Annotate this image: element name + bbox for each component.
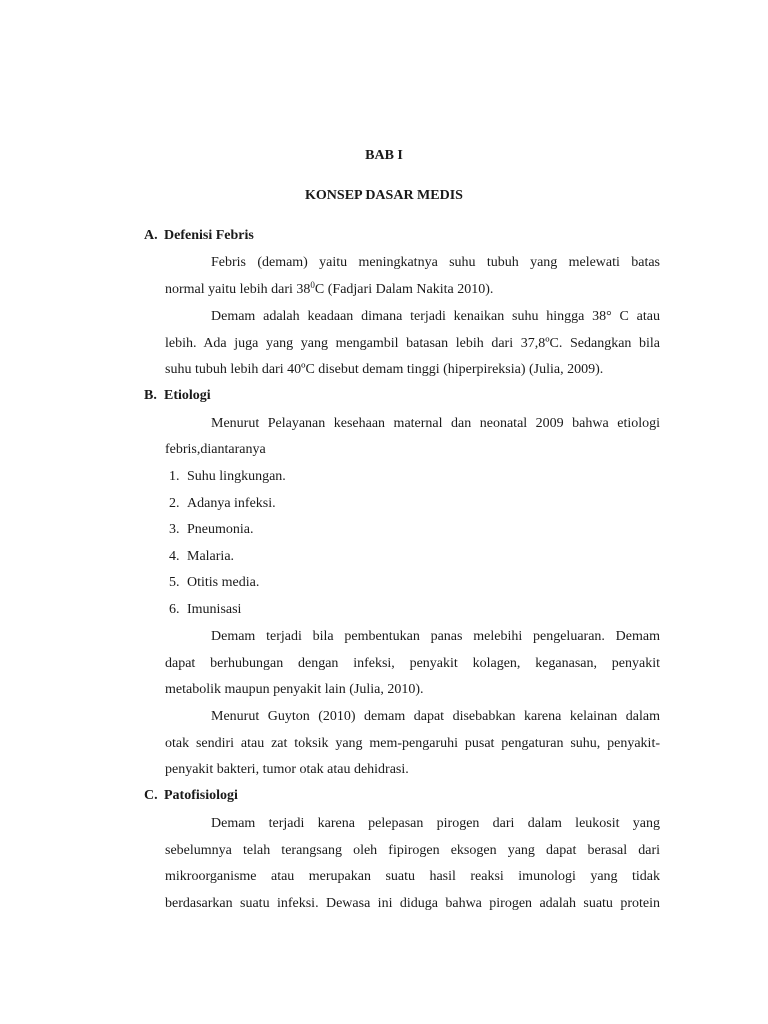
list-item [169, 468, 286, 486]
section-b-title: Etiologi [164, 388, 211, 403]
paragraph-line: berdasarkan suatu infeksi. Dewasa ini diduga bahwa pirogen adalah suatu protein [165, 896, 660, 911]
list-text: Malaria. [187, 549, 235, 564]
list-item [169, 574, 259, 592]
paragraph-line: suhu tubuh lebih dari 40ºC disebut demam tinggi (hiperpireksia) (Julia, 2009). [165, 362, 604, 377]
list-item [169, 548, 234, 566]
paragraph-line: sebelumnya telah terangsang oleh fipirogen eksogen yang dapat berasal dari [165, 843, 660, 858]
paragraph-line: lebih. Ada juga yang yang mengambil batasan lebih dari 37,8ºC. Sedangkan bila [165, 336, 660, 351]
paragraph-line: metabolik maupun penyakit lain (Julia, 2010). [165, 682, 424, 697]
section-b-letter: B. [144, 388, 157, 403]
list-text: Imunisasi [187, 602, 242, 617]
superscript: 0 [310, 280, 315, 290]
list-text: Pneumonia. [187, 522, 254, 537]
paragraph-line: penyakit bakteri, tumor otak atau dehidrasi. [165, 762, 409, 777]
list-number: 6. [169, 602, 180, 617]
list-number: 1. [169, 469, 180, 484]
paragraph-line: Menurut Guyton (2010) demam dapat disebabkan karena kelainan dalam [211, 709, 660, 724]
section-b-heading [144, 388, 211, 404]
chapter-label: BAB I [365, 148, 403, 163]
list-number: 5. [169, 575, 180, 590]
section-c-heading [144, 788, 238, 804]
list-text: Suhu lingkungan. [187, 469, 286, 484]
paragraph-line: Demam terjadi karena pelepasan pirogen dari dalam leukosit yang [211, 816, 660, 831]
list-number: 3. [169, 522, 180, 537]
paragraph-line: mikroorganisme atau merupakan suatu hasil reaksi imunologi yang tidak [165, 869, 660, 884]
paragraph-line: febris,diantaranya [165, 442, 266, 457]
paragraph-line: Febris (demam) yaitu meningkatnya suhu tubuh yang melewati batas [211, 255, 660, 270]
paragraph-line: dapat berhubungan dengan infeksi, penyakit kolagen, keganasan, penyakit [165, 656, 660, 671]
list-item [169, 601, 241, 619]
text-run: C (Fadjari Dalam Nakita 2010). [314, 282, 494, 297]
section-a-title: Defenisi Febris [164, 228, 254, 243]
list-text: Adanya infeksi. [187, 496, 276, 511]
section-c-letter: C. [144, 788, 158, 803]
list-item [169, 495, 276, 513]
paragraph-line: Menurut Pelayanan kesehaan maternal dan neonatal 2009 bahwa etiologi [211, 416, 660, 431]
list-number: 2. [169, 496, 180, 511]
paragraph-line: otak sendiri atau zat toksik yang mem-pengaruhi pusat pengaturan suhu, penyakit- [165, 736, 660, 751]
paragraph-line: Demam adalah keadaan dimana terjadi kenaikan suhu hingga 38° C atau [211, 309, 660, 324]
list-number: 4. [169, 549, 180, 564]
section-a-letter: A. [144, 228, 158, 243]
list-item [169, 521, 254, 539]
paragraph-line: Demam terjadi bila pembentukan panas melebihi pengeluaran. Demam [211, 629, 660, 644]
document-title: KONSEP DASAR MEDIS [305, 188, 463, 203]
section-a-heading [144, 228, 254, 244]
text-run: normal yaitu lebih dari 38 [165, 282, 311, 297]
section-c-title: Patofisiologi [164, 788, 238, 803]
paragraph-line [165, 281, 660, 299]
list-text: Otitis media. [187, 575, 260, 590]
